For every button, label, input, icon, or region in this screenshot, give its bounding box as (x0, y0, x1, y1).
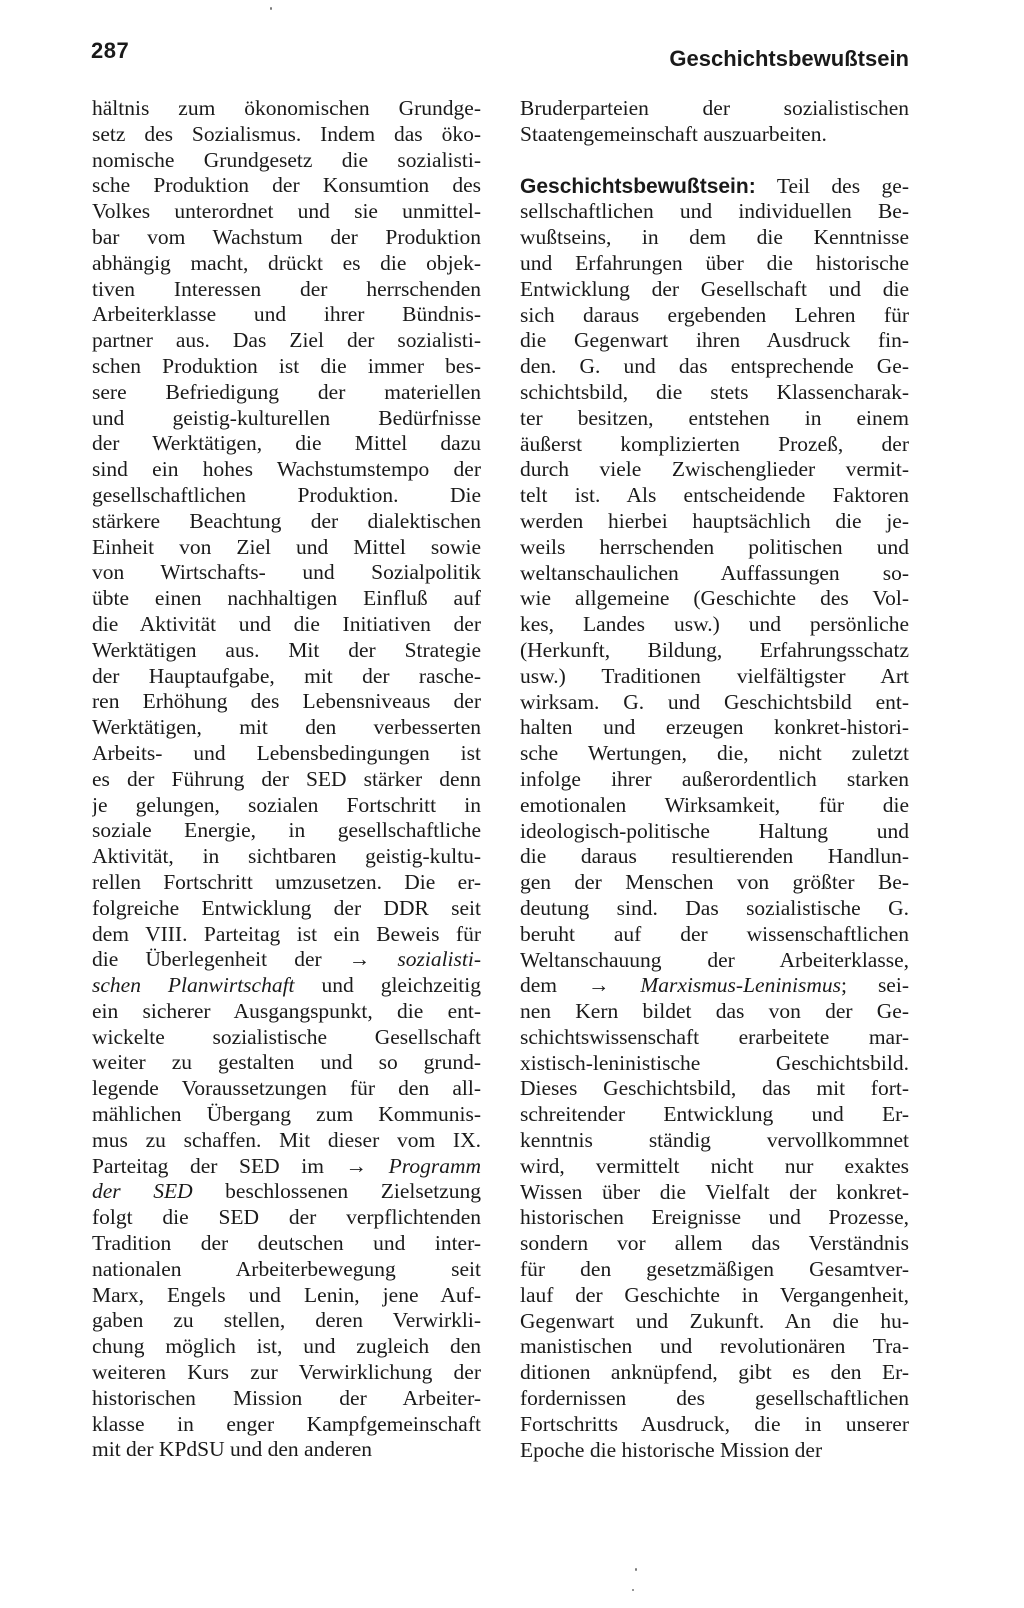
text-line: sich daraus ergebenden Lehren für (520, 302, 909, 327)
scan-speck (632, 1589, 634, 1591)
text-line: Fortschritts Ausdruck, die in unserer (520, 1411, 909, 1436)
cross-reference-link[interactable]: sozialisti- (397, 947, 481, 972)
text-line: Wissen über die Vielfalt der konkret- (520, 1179, 909, 1204)
left-lines-c (92, 1205, 481, 1463)
text-fragment: beschlossenen Zielsetzung (225, 1179, 481, 1204)
text-line: nen Kern bildet das von der Ge- (520, 999, 909, 1024)
text-line: weltanschaulichen Auffassungen so- (520, 560, 909, 585)
text-line: mählichen Übergang zum Kommunis- (92, 1102, 481, 1127)
text-line: fordernissen des gesellschaftlichen (520, 1386, 909, 1411)
text-line: für den gesetzmäßigen Gesamtver- (520, 1257, 909, 1282)
text-line: Arbeits- und Lebensbedingungen ist (92, 740, 481, 765)
text-line: Einheit von Ziel und Mittel sowie (92, 534, 481, 559)
text-line: stärkere Beachtung der dialektischen (92, 508, 481, 533)
text-line: Gegenwart und Zukunft. An die hu- (520, 1308, 909, 1333)
text-line: der Hauptaufgabe, mit der rasche- (92, 663, 481, 688)
text-fragment: und gleichzeitig (321, 973, 481, 998)
text-line: Arbeiterklasse und ihrer Bündnis- (92, 302, 481, 327)
text-line: bar vom Wachstum der Produktion (92, 224, 481, 249)
text-line: abhängig macht, drückt es die objek- (92, 250, 481, 275)
text-line: werden hierbei hauptsächlich die je- (520, 508, 909, 533)
text-line: Werktätigen, mit den verbesserten (92, 715, 481, 740)
text-line: Tradition der deutschen und inter- (92, 1231, 481, 1256)
text-line: historischen Mission der Arbeiter- (92, 1385, 481, 1410)
text-line: usw.) Traditionen vielfältigster Art (520, 663, 909, 688)
left-lines-b (92, 999, 481, 1154)
text-line: der Werktätigen, die Mittel dazu (92, 431, 481, 456)
text-line: je gelungen, sozialen Fortschritt in (92, 792, 481, 817)
text-line: weils herrschenden politischen und (520, 534, 909, 559)
text-fragment: die Überlegenheit der (92, 947, 322, 972)
text-line: weiteren Kurs zur Verwirklichung der (92, 1360, 481, 1385)
text-line: wußtseins, in dem die Kenntnisse (520, 225, 909, 250)
text-line: schichtswissenschaft erarbeitete mar- (520, 1024, 909, 1049)
text-line: dem VIII. Parteitag ist ein Beweis für (92, 921, 481, 946)
right-intro-lines (520, 96, 909, 148)
text-line: manistischen und revolutionären Tra- (520, 1334, 909, 1359)
text-line: sellschaftlichen und individuellen Be- (520, 199, 909, 224)
text-line (92, 1179, 481, 1205)
scan-speck (270, 7, 272, 10)
text-line: wirksam. G. und Geschichtsbild ent- (520, 689, 909, 714)
right-column (520, 96, 909, 1463)
text-line: sche Wertungen, die, nicht zuletzt (520, 741, 909, 766)
text-line: ren Erhöhung des Lebensniveaus der (92, 689, 481, 714)
text-line: mit der KPdSU und den anderen (92, 1437, 373, 1462)
text-line: es der Führung der SED stärker denn (92, 766, 481, 791)
text-fragment: ; sei- (841, 973, 909, 998)
text-line: kes, Landes usw.) und persönliche (520, 612, 909, 637)
text-line: klasse in enger Kampfgemeinschaft (92, 1411, 481, 1436)
text-line: sondern vor allem das Verständnis (520, 1231, 909, 1256)
text-line: übte einen nachhaltigen Einfluß auf (92, 586, 481, 611)
text-line: von Wirtschafts- und Sozialpolitik (92, 560, 481, 585)
text-line: ditionen anknüpfend, gibt es den Er- (520, 1360, 909, 1385)
text-line: tiven Interessen der herrschenden (92, 276, 481, 301)
text-line: telt ist. Als entscheidende Faktoren (520, 483, 909, 508)
text-line: setz des Sozialismus. Indem das öko- (92, 121, 481, 146)
text-line: nomische Grundgesetz die sozialisti- (92, 147, 481, 172)
scan-speck (635, 1568, 637, 1571)
text-line: äußerst komplizierten Prozeß, der (520, 431, 909, 456)
running-title: Geschichtsbewußtsein (669, 46, 909, 71)
text-line: wie allgemeine (Geschichte des Vol- (520, 586, 909, 611)
right-lines-a (520, 199, 909, 973)
text-line: sere Befriedigung der materiellen (92, 379, 481, 404)
text-line: schen Produktion ist die immer bes- (92, 353, 481, 378)
cross-reference-link[interactable]: Marxismus-Leninismus (640, 973, 842, 998)
text-line: den. G. und das entsprechende Ge- (520, 354, 909, 379)
text-line: beruht auf der wissenschaftlichen (520, 921, 909, 946)
entry-first-line (520, 174, 909, 200)
text-line: Weltanschauung der Arbeiterklasse, (520, 947, 909, 972)
text-fragment: Teil des ge- (776, 173, 909, 198)
text-line: sind ein hohes Wachstumstempo der (92, 457, 481, 482)
text-line: Dieses Geschichtsbild, das mit fort- (520, 1076, 909, 1101)
text-line: durch viele Zwischenglieder vermit- (520, 457, 909, 482)
text-line: emotionalen Wirksamkeit, für die (520, 792, 909, 817)
text-line: Bruderparteien der sozialistischen (520, 96, 909, 120)
text-line: Marx, Engels und Lenin, jene Auf- (92, 1282, 481, 1307)
text-line: die Aktivität und die Initiativen der (92, 611, 481, 636)
left-lines-a (92, 96, 481, 947)
text-line: schreitender Entwicklung und Er- (520, 1102, 909, 1127)
text-line: folgt die SED der verpflichtenden (92, 1205, 481, 1230)
text-fragment: dem (520, 973, 558, 998)
text-line: mus zu schaffen. Mit dieser vom IX. (92, 1127, 481, 1152)
entry-headword: Geschichtsbewußtsein: (520, 174, 756, 198)
text-line: chung möglich ist, und zugleich den (92, 1334, 481, 1359)
text-line: und geistig-kulturellen Bedürfnisse (92, 405, 481, 430)
text-line: sche Produktion der Konsumtion des (92, 173, 481, 198)
left-column (92, 96, 481, 1463)
text-line (520, 973, 909, 999)
text-line: Volkes unterordnet und sie unmittel- (92, 199, 481, 224)
text-line (92, 973, 481, 999)
text-line: gesellschaftlichen Produktion. Die (92, 482, 481, 507)
cross-reference-link[interactable]: Programm (388, 1153, 481, 1178)
text-line: Epoche die historische Mission der (520, 1437, 823, 1462)
text-line: weiter zu gestalten und so grund- (92, 1050, 481, 1075)
text-line: Aktivität, in sichtbaren geistig-kultu- (92, 844, 481, 869)
text-line: gen der Menschen von größter Be- (520, 870, 909, 895)
right-lines-b (520, 999, 909, 1463)
text-line: folgreiche Entwicklung der DDR seit (92, 895, 481, 920)
text-line: xistisch-leninistische Geschichtsbild. (520, 1050, 909, 1075)
text-line: und Erfahrungen über die historische (520, 250, 909, 275)
text-line: Entwicklung der Gesellschaft und die (520, 276, 909, 301)
text-fragment: Parteitag der SED im (92, 1153, 324, 1178)
text-line: soziale Energie, in gesellschaftliche (92, 818, 481, 843)
cross-reference-link[interactable]: der SED (92, 1179, 193, 1204)
text-line: wird, vermittelt nicht nur exaktes (520, 1153, 909, 1178)
text-line: gaben zu stellen, deren Verwirkli- (92, 1308, 481, 1333)
text-line: rellen Fortschritt umzusetzen. Die er- (92, 869, 481, 894)
cross-reference-link[interactable]: schen Planwirtschaft (92, 973, 295, 998)
cross-reference-arrow-icon: → (587, 973, 610, 998)
text-line: halten und erzeugen konkret-histori- (520, 715, 909, 740)
text-line: die Gegenwart ihren Ausdruck fin- (520, 328, 909, 353)
text-line: partner aus. Das Ziel der sozialisti- (92, 328, 481, 353)
text-line: Staatengemeinschaft auszuarbeiten. (520, 121, 827, 146)
text-line: legende Voraussetzungen für den all- (92, 1076, 481, 1101)
cross-reference-arrow-icon: → (348, 947, 371, 972)
text-line: ideologisch-politische Haltung und (520, 818, 909, 843)
paragraph-gap (520, 148, 909, 174)
text-line: die daraus resultierenden Handlun- (520, 844, 909, 869)
text-line: wickelte sozialistische Gesellschaft (92, 1024, 481, 1049)
text-line: Werktätigen aus. Mit der Strategie (92, 637, 481, 662)
text-line: (Herkunft, Bildung, Erfahrungsschatz (520, 637, 909, 662)
text-line: lauf der Geschichte in Vergangenheit, (520, 1282, 909, 1307)
text-line: kenntnis ständig vervollkommnet (520, 1128, 909, 1153)
text-line: nationalen Arbeiterbewegung seit (92, 1256, 481, 1281)
page-number: 287 (91, 38, 130, 63)
text-line (92, 947, 481, 973)
cross-reference-arrow-icon: → (345, 1153, 368, 1178)
text-line: hältnis zum ökonomischen Grundge- (92, 96, 481, 120)
text-line: deutung sind. Das sozialistische G. (520, 895, 909, 920)
text-line: infolge ihrer außerordentlich starken (520, 766, 909, 791)
text-line (92, 1154, 481, 1180)
text-line: ter besitzen, entstehen in einem (520, 405, 909, 430)
text-line: ein sicherer Ausgangspunkt, die ent- (92, 998, 481, 1023)
text-line: historischen Ereignisse und Prozesse, (520, 1205, 909, 1230)
text-line: schichtsbild, die stets Klassencharak- (520, 379, 909, 404)
